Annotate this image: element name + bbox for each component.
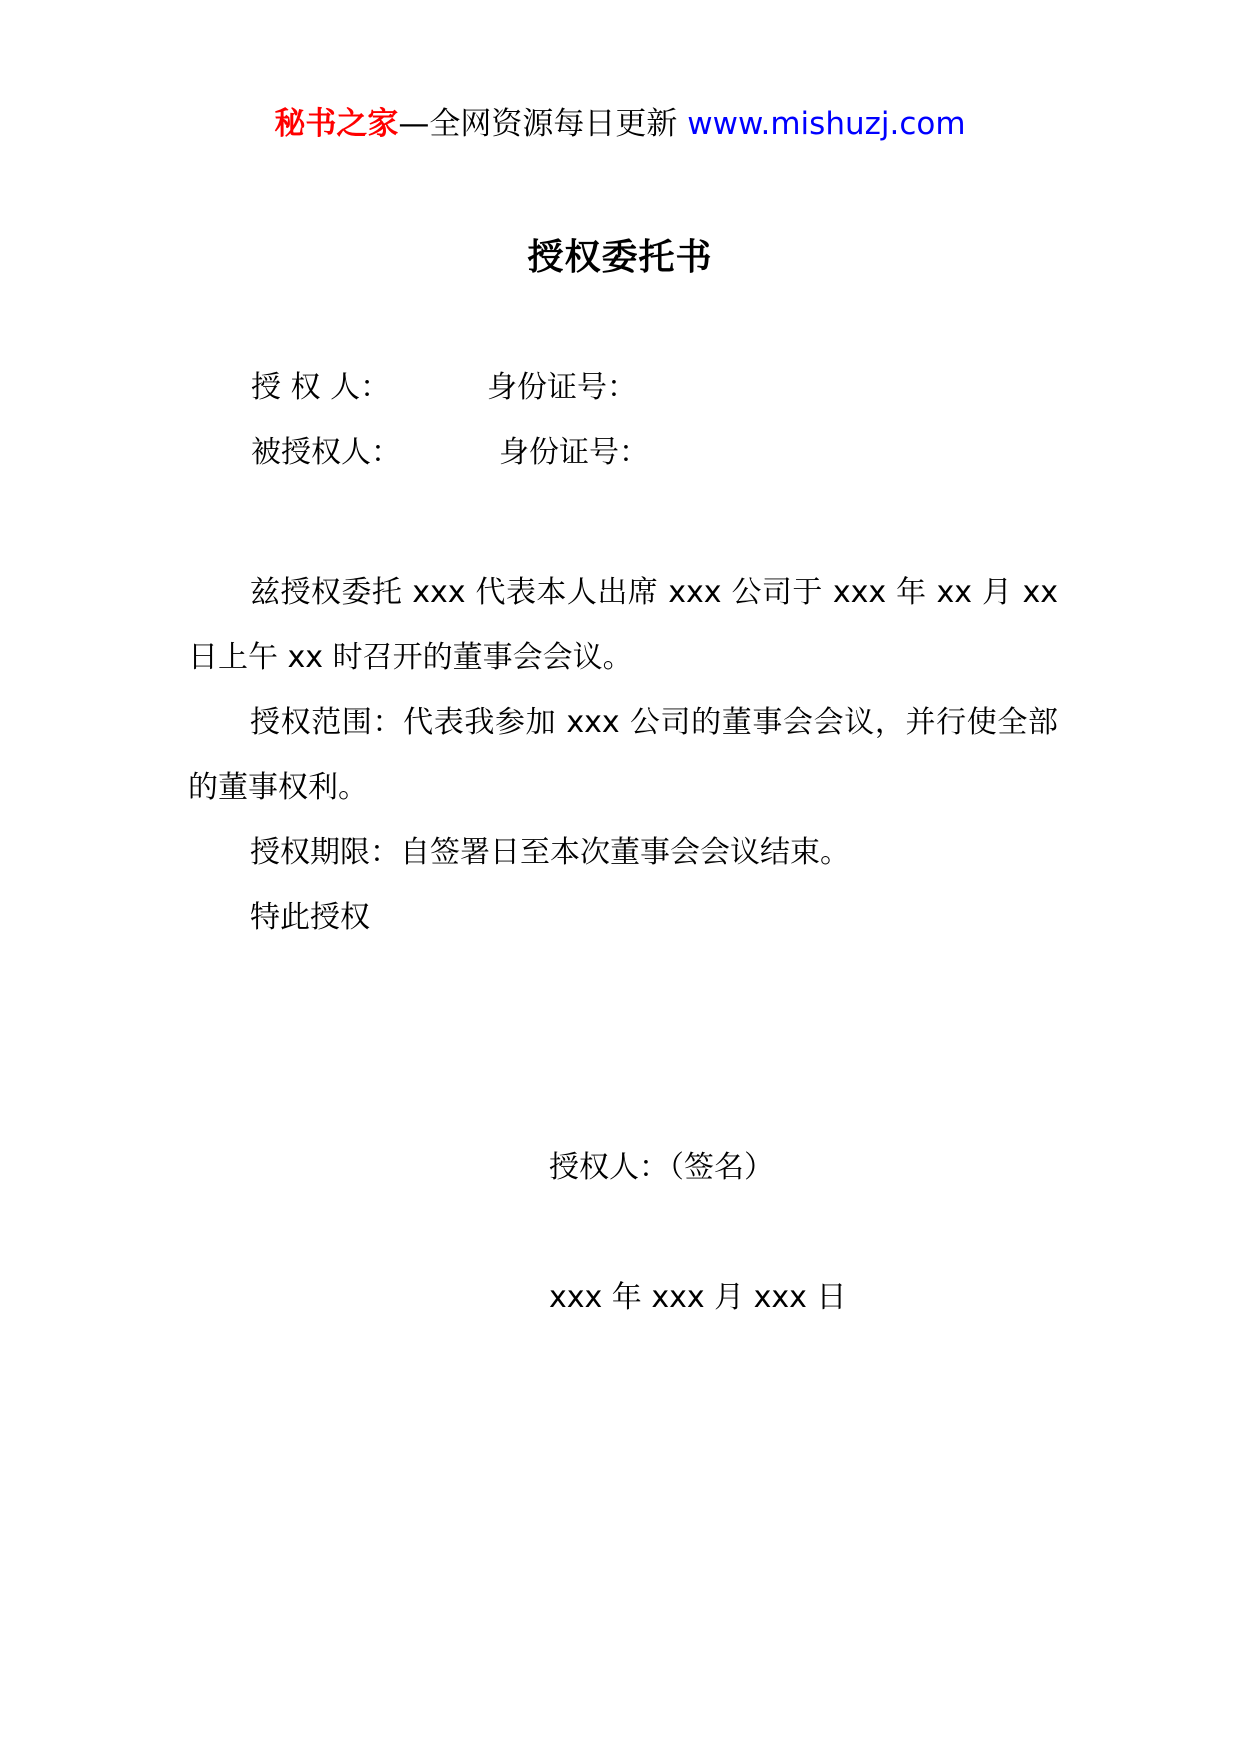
grantor-label: 授 权 人： [251,370,391,405]
body-paragraph-delegation: 兹授权委托 xxx 代表本人出席 xxx 公司于 xxx 年 xx 月 xx 日上午 xx 时召开的董事会会议。 [188,575,1058,675]
body-paragraph-scope: 授权范围：代表我参加 xxx 公司的董事会会议，并行使全部的董事权利。 [188,705,1058,805]
body-paragraph-term: 授权期限：自签署日至本次董事会会议结束。 [250,835,850,870]
document-body [188,560,1058,950]
brand-name: 秘书之家 [274,106,399,142]
site-url-link[interactable]: www.mishuzj.com [687,106,966,142]
body-paragraph-closing: 特此授权 [250,900,370,935]
signature-date: xxx 年 xxx 月 xxx 日 [549,1280,847,1315]
grantor-field-row [251,366,637,410]
header-tagline: —全网资源每日更新 [398,106,688,142]
grantee-field-row [251,431,649,475]
document-title: 授权委托书 [527,237,713,278]
signature-line: 授权人：（签名） [549,1150,774,1185]
grantee-id-label: 身份证号： [499,435,649,470]
grantee-label: 被授权人： [251,435,401,470]
site-header-banner [0,102,1240,146]
grantor-id-label: 身份证号： [487,370,637,405]
